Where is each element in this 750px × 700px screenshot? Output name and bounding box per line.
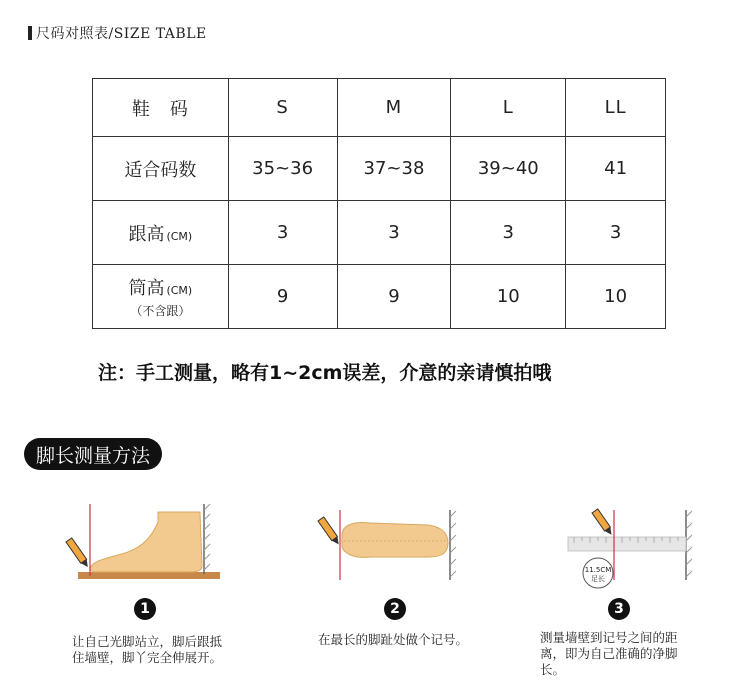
measurement-value: 11.5CM	[584, 566, 612, 574]
size-table-header-row	[93, 79, 666, 137]
row-label: 跟高	[128, 223, 165, 245]
step-number-2: 2	[384, 598, 406, 620]
header-cell-ll: LL	[566, 79, 666, 137]
table-row	[93, 137, 666, 201]
row-label-cell	[93, 201, 229, 265]
pencil-icon	[318, 517, 342, 546]
row-label: 适合码数	[124, 159, 197, 181]
row-unit: (CM)	[166, 229, 193, 243]
ruler-measurement-illustration	[560, 505, 700, 590]
measurement-caption: 足长	[591, 575, 605, 583]
pencil-icon	[66, 538, 91, 569]
table-cell: 37~38	[337, 137, 451, 201]
pencil-icon	[592, 509, 614, 537]
step-1-text: 让自己光脚站立，脚后跟抵住墙壁，脚丫完全伸展开。	[72, 634, 223, 665]
ruler	[568, 537, 686, 551]
wall-hatching	[686, 511, 692, 577]
table-cell: 41	[566, 137, 666, 201]
table-cell: 9	[228, 265, 337, 329]
table-cell: 3	[451, 201, 566, 265]
row-label-cell	[93, 137, 229, 201]
table-cell: 3	[566, 201, 666, 265]
table-row	[93, 265, 666, 329]
floor-board	[78, 572, 220, 579]
row-unit: (CM)	[166, 284, 193, 297]
step-number-3: 3	[608, 598, 630, 620]
wall-hatching	[204, 504, 210, 570]
step-2-text: 在最长的脚趾处做个记号。	[318, 632, 469, 647]
table-cell: 9	[337, 265, 451, 329]
page-title: 尺码对照表/SIZE TABLE	[36, 26, 207, 42]
header-cell-m: M	[337, 79, 451, 137]
table-cell: 3	[337, 201, 451, 265]
measurement-note: 注：手工测量，略有1~2cm误差，介意的亲请慎拍哦	[98, 362, 552, 384]
row-label: 筒高	[128, 278, 165, 299]
step-number-1: 1	[134, 598, 156, 620]
table-cell: 3	[228, 201, 337, 265]
header-cell-shoe-size: 鞋 码	[93, 79, 229, 137]
row-sublabel: （不含跟）	[130, 304, 191, 318]
section-title: 脚长测量方法	[24, 438, 162, 470]
header-cell-l: L	[451, 79, 566, 137]
wall-hatching	[450, 511, 456, 577]
foot-side-view-illustration	[60, 500, 230, 585]
foot-top-view-illustration	[310, 505, 470, 585]
table-cell: 35~36	[228, 137, 337, 201]
foot-shape	[342, 523, 448, 558]
page-header	[28, 24, 207, 42]
table-row	[93, 201, 666, 265]
table-cell: 10	[566, 265, 666, 329]
table-cell: 10	[451, 265, 566, 329]
foot-shape	[90, 512, 202, 572]
table-cell: 39~40	[451, 137, 566, 201]
header-cell-s: S	[228, 79, 337, 137]
size-table	[92, 78, 666, 329]
row-label-cell	[93, 265, 229, 329]
step-3-text: 测量墙壁到记号之间的距离，即为自己准确的净脚长。	[540, 630, 678, 677]
header-bar	[28, 26, 32, 40]
